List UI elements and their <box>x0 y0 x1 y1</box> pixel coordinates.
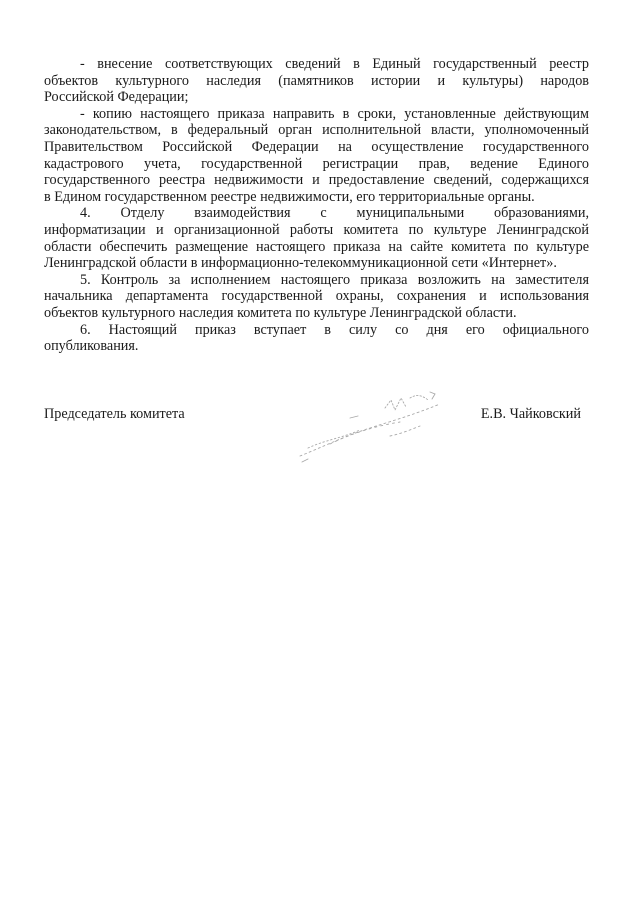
text-line: государственного реестра недвижимости и предоставление сведений, содержащихся <box>44 172 589 189</box>
paragraph-item-4 <box>44 205 589 271</box>
document-body <box>44 56 589 355</box>
text-line: законодательством, в федеральный орган исполнительной власти, уполномоченный <box>44 122 589 139</box>
text-line: 4. Отделу взаимодействия с муниципальными образованиями, <box>80 205 589 222</box>
text-line: - копию настоящего приказа направить в сроки, установленные действующим <box>80 105 589 122</box>
text-line: опубликования. <box>44 338 139 355</box>
paragraph-send-copy <box>44 106 589 206</box>
paragraph-item-5 <box>44 272 589 322</box>
signatory-title: Председатель комитета <box>44 406 185 422</box>
text-line: объектов культурного наследия комитета по культуре Ленинградской области. <box>44 304 517 321</box>
text-line: информатизации и организационной работы комитета по культуре Ленинградской <box>44 221 589 238</box>
signatory-name: Е.В. Чайковский <box>480 406 581 422</box>
text-line: кадастрового учета, государственной регистрации прав, ведение Единого <box>44 155 589 172</box>
paragraph-item-6 <box>44 322 589 355</box>
text-line: начальника департамента государственной охраны, сохранения и использования <box>44 288 589 305</box>
text-line: объектов культурного наследия (памятников истории и культуры) народов <box>44 72 589 89</box>
text-line: области обеспечить размещение настоящего приказа на сайте комитета по культуре <box>44 238 589 255</box>
text-line: Ленинградской области в информационно-телекоммуникационной сети «Интернет». <box>44 255 557 272</box>
text-line: Российской Федерации; <box>44 89 189 106</box>
paragraph-registry-entry <box>44 56 589 106</box>
handwritten-signature <box>290 378 460 468</box>
text-line: 6. Настоящий приказ вступает в силу со дня его официального <box>80 321 589 338</box>
text-line: Правительством Российской Федерации на осуществление государственного <box>44 138 589 155</box>
text-line: - внесение соответствующих сведений в Единый государственный реестр <box>80 56 589 72</box>
text-line: 5. Контроль за исполнением настоящего приказа возложить на заместителя <box>80 271 589 288</box>
text-line: в Едином государственном реестре недвижимости, его территориальные органы. <box>44 188 535 205</box>
